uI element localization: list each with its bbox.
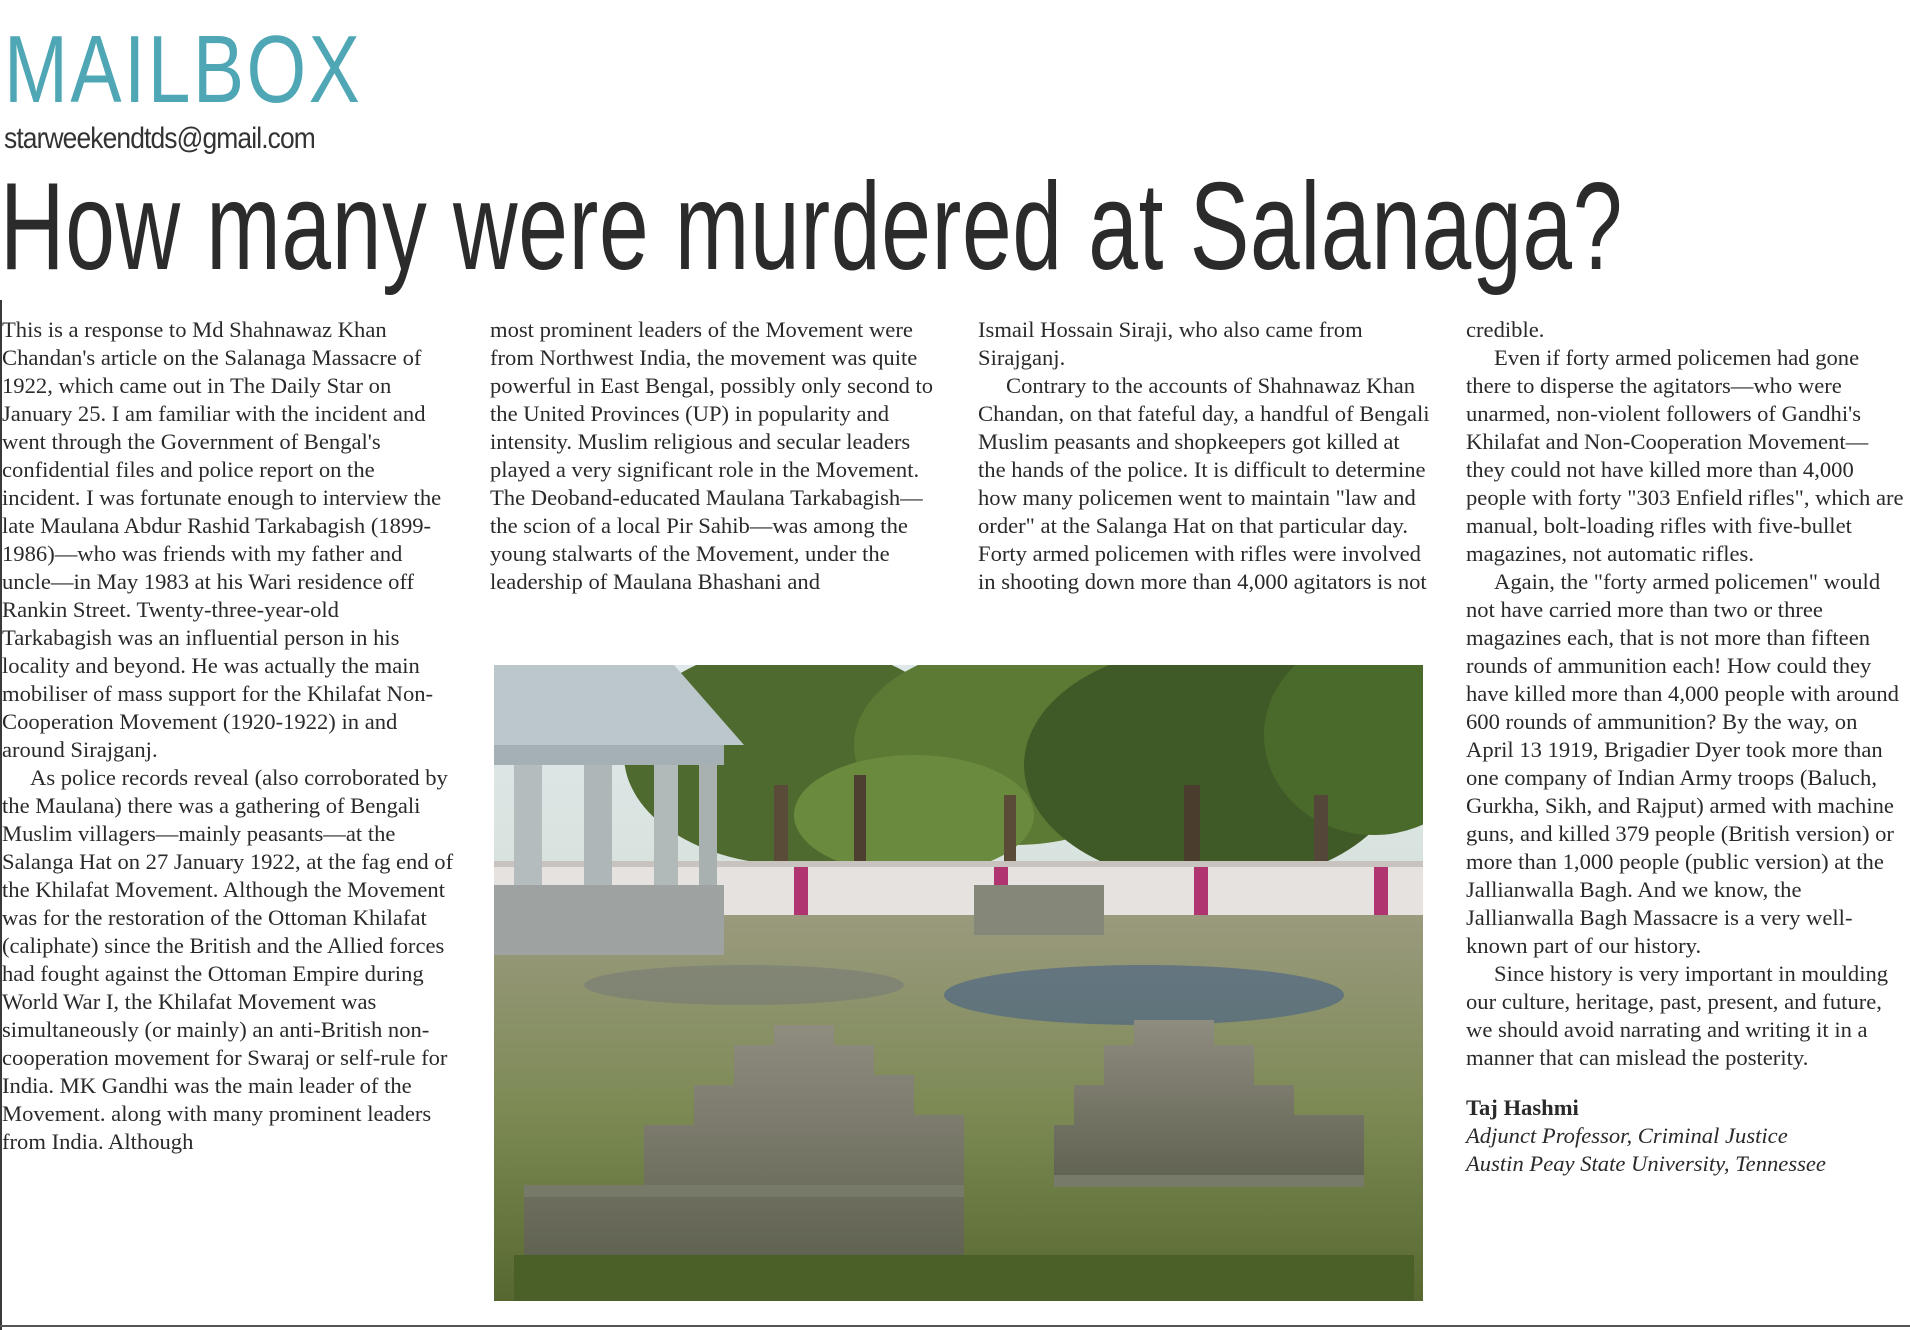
paragraph: Contrary to the accounts of Shahnawaz Khan Chandan, on that fateful day, a handful of Bengali Muslim peasants and shopkeepers got killed at the hands of the police. It is difficult to determine how many policemen went to maintain "law and order" at the Salanga Hat on that particular day. Forty armed policemen with rifles were involved in shooting down more than 4,000 agitators is not [978, 373, 1430, 594]
paragraph: Again, the "forty armed policemen" would not have carried more than two or three magazines each, that is not more than fifteen rounds of ammunition each! How could they have killed more than 4,000 people with around 600 rounds of ammunition? By the way, on April 13 1919, Brigadier Dyer took more than one company of Indian Army troops (Baluch, Gurkha, Sikh, and Rajput) armed with machine guns, and killed 379 people (British version) or more than 1,000 people (public version) at the Jallianwalla Bagh. And we know, the Jallianwalla Bagh Massacre is a very well-known part of our history. [1466, 569, 1899, 958]
paragraph: most prominent leaders of the Movement were from Northwest India, the movement was quite powerful in East Bengal, possibly only second to the United Provinces (UP) in popularity and intensity. Muslim religious and secular leaders played a very significant role in the Movement. The Deoband-educated Maulana Tarkabagish—the scion of a local Pir Sahib—was among the young stalwarts of the Movement, under the leadership of Maulana Bhashani and [490, 317, 934, 594]
article-column-2 [490, 316, 942, 596]
article-column-1 [2, 316, 454, 1156]
article-column-4 [1466, 316, 1906, 1178]
article-headline: How many were murdered at Salanaga? [0, 158, 1624, 296]
section-masthead [4, 16, 452, 156]
memorial-graves-photo [494, 665, 1423, 1301]
author-affiliation: Austin Peay State University, Tennessee [1466, 1151, 1826, 1176]
author-name: Taj Hashmi [1466, 1095, 1579, 1120]
paragraph: Ismail Hossain Siraji, who also came from Sirajganj. [978, 317, 1363, 370]
paragraph: This is a response to Md Shahnawaz Khan Chandan's article on the Salanaga Massacre of 1922, which came out in The Daily Star on January 25. I am familiar with the incident and went through the Government of Bengal's confidential files and police report on the incident. I was fortunate enough to interview the late Maulana Abdur Rashid Tarkabagish (1899-1986)—who was friends with my father and uncle—in May 1983 at his Wari residence off Rankin Street. Twenty-three-year-old Tarkabagish was an influential person in his locality and beyond. He was actually the main mobiliser of mass support for the Khilafat Non-Cooperation Movement (1920-1922) in and around Sirajganj. [2, 317, 442, 762]
section-email[interactable]: starweekendtds@gmail.com [4, 122, 315, 155]
photo-illustration [494, 665, 1423, 1301]
section-title: MAILBOX [4, 16, 363, 123]
paragraph: credible. [1466, 317, 1545, 342]
paragraph: Even if forty armed policemen had gone there to disperse the agitators—who were unarmed, non-violent followers of Gandhi's Khilafat and Non-Cooperation Movement—they could not have killed more than 4,000 people with forty "303 Enfield rifles", which are manual, bolt-loading rifles with five-bullet magazines, not automatic rifles. [1466, 345, 1904, 566]
article-column-3 [978, 316, 1430, 596]
author-signature [1466, 1094, 1906, 1178]
bottom-rule [0, 1325, 1910, 1327]
author-title: Adjunct Professor, Criminal Justice [1466, 1123, 1788, 1148]
paragraph: Since history is very important in moulding our culture, heritage, past, present, and future, we should avoid narrating and writing it in a manner that can mislead the posterity. [1466, 961, 1889, 1070]
paragraph: As police records reveal (also corroborated by the Maulana) there was a gathering of Bengali Muslim villagers—mainly peasants—at the Salanga Hat on 27 January 1922, at the fag end of the Khilafat Movement. Although the Movement was for the restoration of the Ottoman Khilafat (caliphate) since the British and the Allied forces had fought against the Ottoman Empire during World War I, the Khilafat Movement was simultaneously (or mainly) an anti-British non-cooperation movement for Swaraj or self-rule for India. MK Gandhi was the main leader of the Movement. along with many prominent leaders from India. Although [2, 765, 454, 1154]
